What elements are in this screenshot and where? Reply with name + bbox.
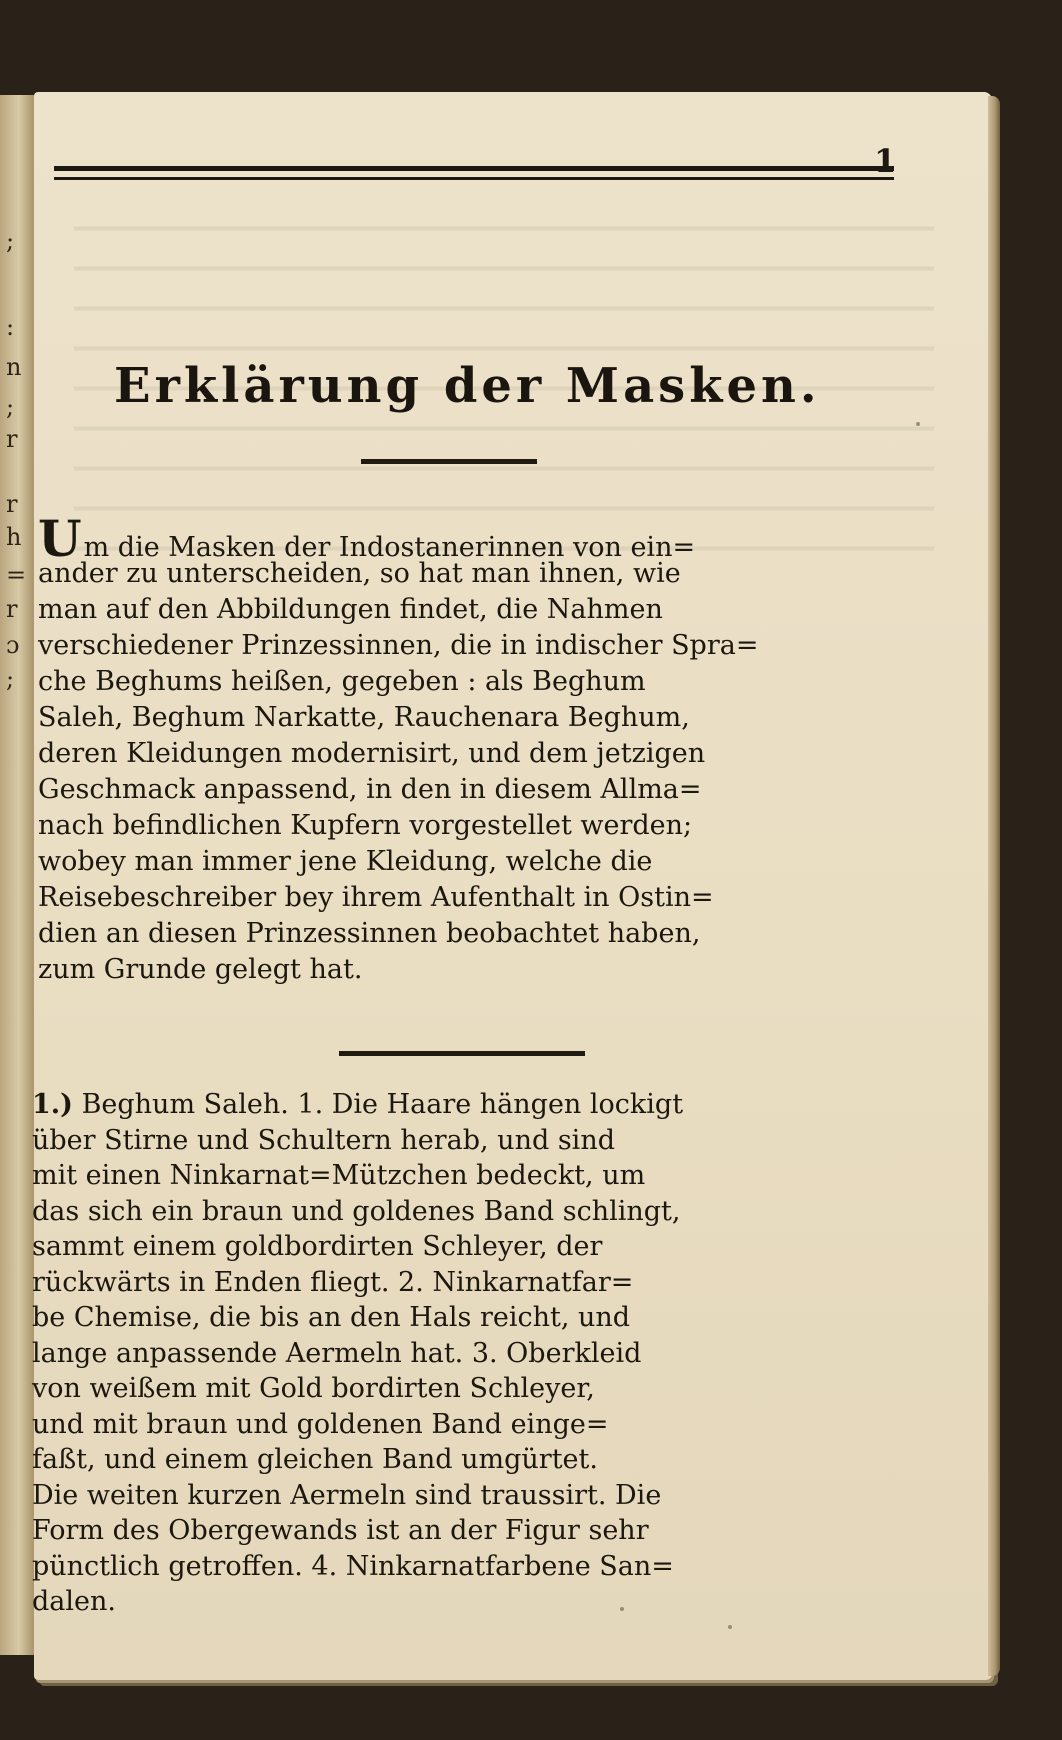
page-title: Erklärung der Masken.: [114, 358, 821, 414]
text-line: mit einen Ninkarnat=Mützchen bedeckt, um: [32, 1160, 646, 1191]
text-line: Reisebeschreiber bey ihrem Aufenthalt in Ostin=: [38, 882, 714, 913]
text-line: verschiedener Prinzessinnen, die in indischer Spra=: [38, 630, 759, 661]
facing-page-fragment: ;: [6, 393, 15, 421]
text-line: Saleh, Beghum Narkatte, Rauchenara Beghum,: [38, 702, 690, 733]
text-line: che Beghums heißen, gegeben : als Beghum: [38, 666, 646, 697]
facing-page-edge: [0, 95, 36, 1655]
text-line: pünctlich getroffen. 4. Ninkarnatfarbene San=: [32, 1550, 674, 1582]
facing-page-fragment: :: [6, 313, 15, 341]
facing-page-fragment: h: [6, 523, 22, 551]
facing-page-fragment: r: [6, 425, 18, 453]
text-line-content: m die Masken der Indostanerinnen von ein=: [83, 532, 696, 563]
text-line: und mit braun und goldenen Band einge=: [32, 1408, 609, 1440]
text-line: über Stirne und Schultern herab, und sind: [32, 1124, 615, 1156]
page-number: 1: [874, 142, 897, 180]
book-page: [34, 92, 992, 1680]
facing-page-fragment: ;: [6, 227, 15, 255]
text-line: deren Kleidungen modernisirt, und dem jetzigen: [38, 738, 706, 769]
text-line: nach befindlichen Kupfern vorgestellet werden;: [38, 810, 693, 841]
text-line: Die weiten kurzen Aermeln sind traussirt. Die: [32, 1479, 662, 1511]
text-line: faßt, und einem gleichen Band umgürtet.: [32, 1444, 598, 1475]
text-line-content: Beghum Saleh. 1. Die Haare hängen lockigt: [81, 1089, 684, 1120]
text-line: lange anpassende Aermeln hat. 3. Oberkleid: [32, 1337, 642, 1369]
intro-paragraph: [38, 509, 878, 988]
section-divider: [339, 1051, 585, 1056]
facing-page-fragment: =: [6, 561, 27, 589]
facing-page-fragment: r: [6, 490, 18, 518]
text-line: dalen.: [32, 1586, 116, 1617]
facing-page-fragment: r: [6, 595, 18, 623]
text-line: zum Grunde gelegt hat.: [38, 954, 363, 985]
text-line: [38, 509, 878, 568]
dropcap: U: [38, 509, 82, 568]
text-line: dien an diesen Prinzessinnen beobachtet haben,: [38, 918, 701, 949]
text-line: ander zu unterscheiden, so hat man ihnen, wie: [38, 558, 681, 589]
paper-speck: [620, 1607, 624, 1611]
text-line: wobey man immer jene Kleidung, welche die: [38, 846, 653, 877]
text-line: sammt einem goldbordirten Schleyer, der: [32, 1231, 603, 1262]
text-line: man auf den Abbildungen findet, die Nahmen: [38, 594, 663, 625]
entry-marker: 1.): [32, 1089, 73, 1120]
text-line: be Chemise, die bis an den Hals reicht, und: [32, 1302, 631, 1333]
text-line: Form des Obergewands ist an der Figur sehr: [32, 1515, 649, 1546]
facing-page-fragment: ɔ: [6, 631, 20, 659]
paper-speck: [916, 422, 920, 426]
header-rule: [54, 166, 894, 180]
page-edge: [988, 96, 1000, 1676]
text-line: [32, 1087, 878, 1123]
paper-speck: [728, 1625, 732, 1629]
text-line: das sich ein braun und goldenes Band schlingt,: [32, 1195, 681, 1227]
entry-paragraph: [32, 1087, 878, 1620]
facing-page-fragment: ;: [6, 665, 15, 693]
text-line: rückwärts in Enden fliegt. 2. Ninkarnatfar=: [32, 1266, 634, 1298]
title-divider: [361, 459, 537, 464]
text-line: von weißem mit Gold bordirten Schleyer,: [32, 1373, 595, 1404]
text-line: Geschmack anpassend, in den in diesem Allma=: [38, 774, 702, 805]
facing-page-fragment: n: [6, 353, 22, 381]
